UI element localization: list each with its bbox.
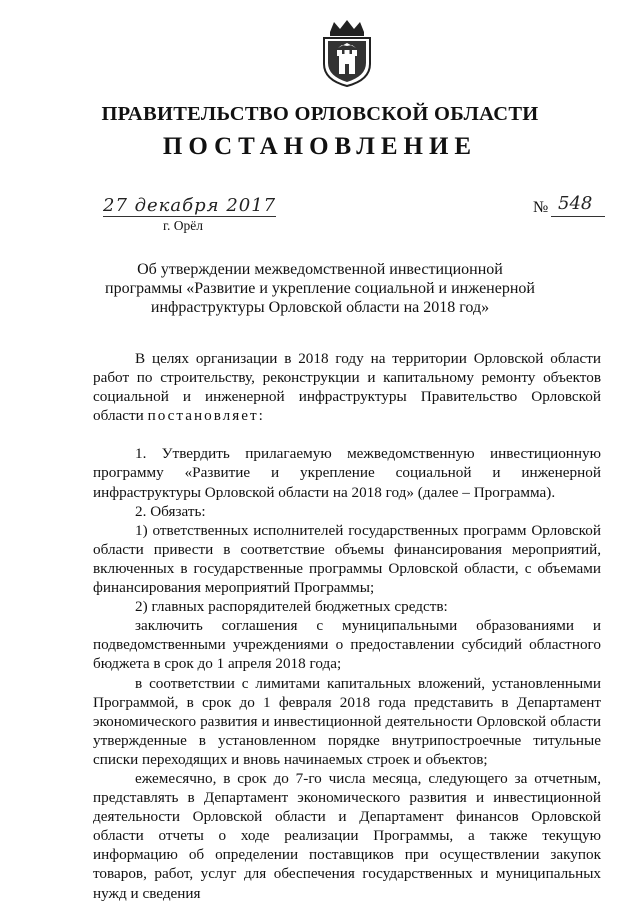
number-label: № (533, 199, 549, 216)
subparagraph-2-2-b: в соответствии с лимитами капитальных вложений, установленными Программой, в срок до 1 февраля 2018 года представить в Департамент экономического развития и инвестиционной деятельности Орловской области утвержденные в установленном порядке внутрипостроечные титульные списки переходящих и вновь начинаемых строек и объектов; (93, 674, 601, 768)
subparagraph-2-2-c: ежемесячно, в срок до 7-го числа месяца, следующего за отчетным, представлять в Департамент экономического развития и инвестиционной деятельности Орловской области и Департамент финансов Орловской области отчеты о ходе реализации Программы, а также текущую информацию об определении поставщиков при осуществлении закупок товаров, работ, услуг для обеспечения государственных и муниципальных нужд и сведения (93, 769, 601, 902)
subject-line: программы «Развитие и укрепление социальной и инженерной (105, 280, 535, 297)
decree-body (93, 349, 601, 903)
subparagraph-2-2-a: заключить соглашения с муниципальными образованиями и подведомственными учреждениями о предоставлении субсидий областного бюджета в срок до 1 апреля 2018 года; (93, 617, 601, 673)
preamble-text: В целях организации в 2018 году на территории Орловской области работ по строительству, реконструкции и капитальному ремонту объектов социальной и инженерной инфраструктуры Правительство Орловской области (93, 350, 601, 425)
subparagraph-2-1: 1) ответственных исполнителей государственных программ Орловской области привести в соответствие объемы финансирования мероприятий, включенных в государственные программы Орловской области, с объемами финансирования мероприятий Программы; (93, 521, 601, 597)
decree-subject (0, 260, 640, 317)
paragraph-1: 1. Утвердить прилагаемую межведомственную инвестиционную программу «Развитие и укрепление социальной и инженерной инфраструктуры Орловской области на 2018 год» (далее – Программа). (93, 445, 601, 501)
handwritten-number: 548 (558, 193, 593, 214)
government-title: ПРАВИТЕЛЬСТВО ОРЛОВСКОЙ ОБЛАСТИ (101, 103, 539, 125)
date-underline (103, 216, 276, 217)
city-label: г. Орёл (163, 218, 203, 233)
subject-line: Об утверждении межведомственной инвестиционной (137, 261, 503, 278)
number-underline (551, 216, 605, 217)
orel-coat-of-arms-icon (318, 18, 376, 88)
subparagraph-2-2: 2) главных распорядителей бюджетных средств: (135, 598, 448, 616)
handwritten-date: 27 декабря 2017 (103, 195, 277, 216)
paragraph-2: 2. Обязать: (135, 502, 206, 520)
document-type-title: ПОСТАНОВЛЕНИЕ (162, 133, 478, 160)
preamble-paragraph (93, 349, 601, 425)
resolves-word: постановляет: (147, 407, 265, 425)
subject-line: инфраструктуры Орловской области на 2018 год» (150, 299, 490, 316)
